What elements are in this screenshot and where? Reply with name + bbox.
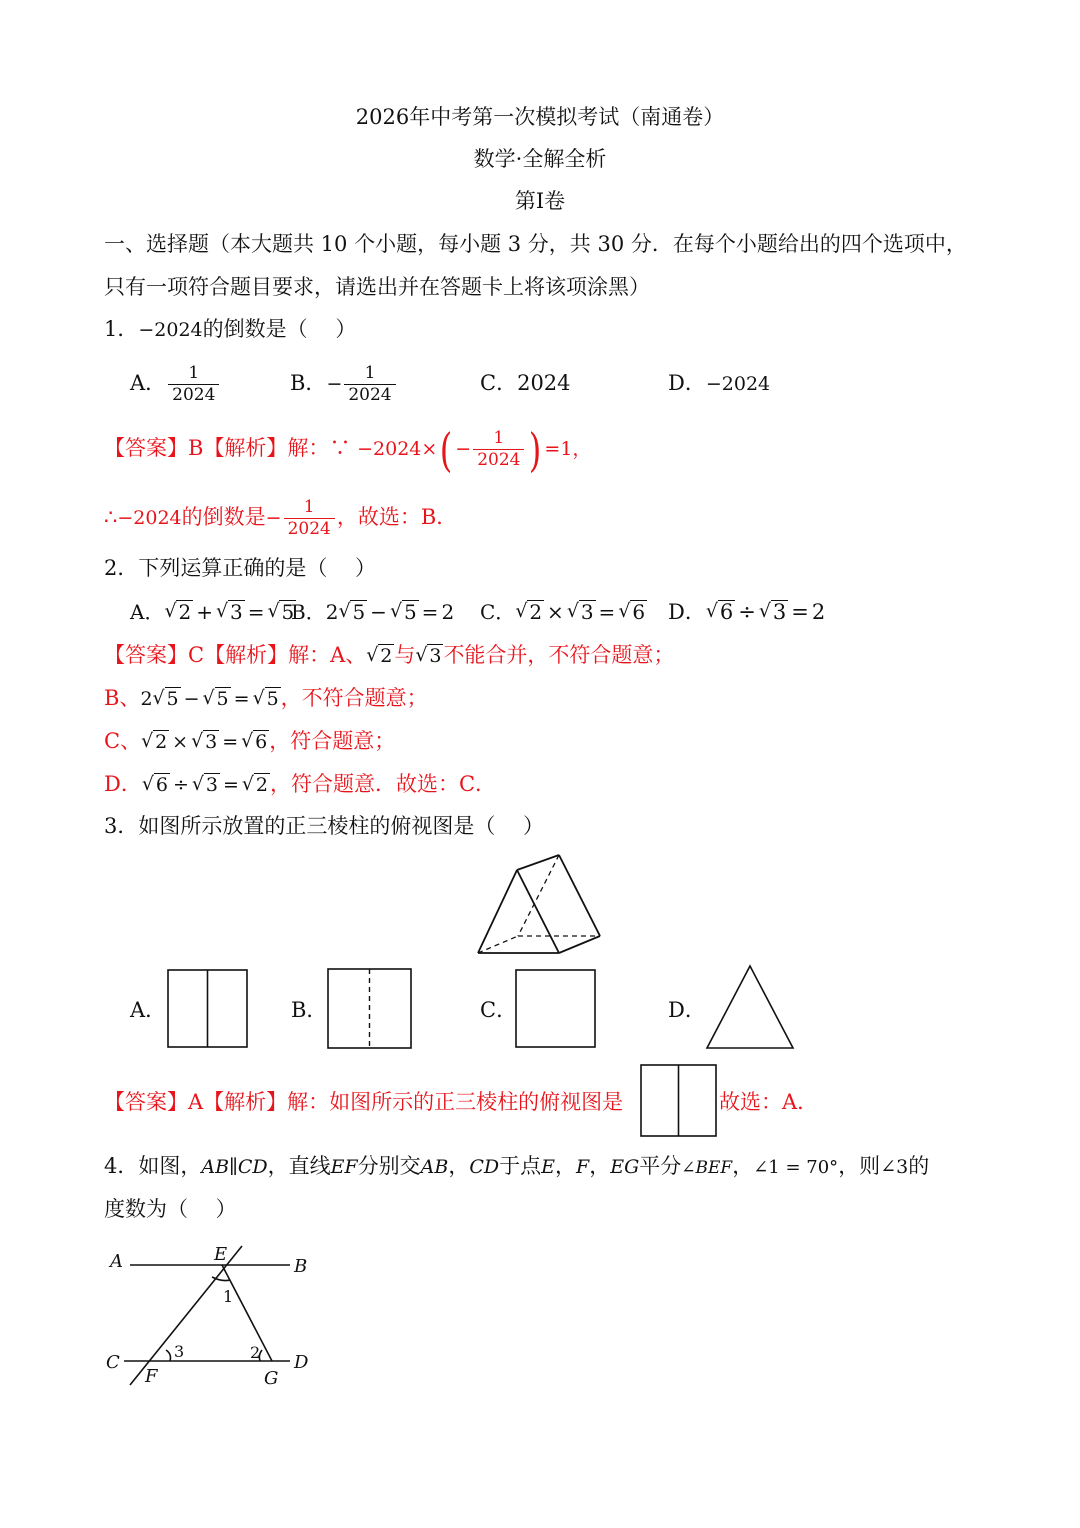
radicand: 3 xyxy=(205,731,218,753)
divide-sign: ÷ xyxy=(172,774,189,796)
answer-letter: C xyxy=(188,643,205,667)
q1-option-d xyxy=(668,368,770,399)
equals-sign: = xyxy=(247,600,265,624)
fraction xyxy=(344,364,395,405)
fraction-numerator: 1 xyxy=(303,497,315,517)
radicand: 3 xyxy=(429,645,442,667)
q3-answer-figure xyxy=(640,1064,718,1138)
answer-letter: B xyxy=(188,436,204,460)
q1-option-a xyxy=(130,364,221,405)
stem-text: 分别交 xyxy=(357,1154,421,1178)
minus-sign: − xyxy=(455,438,472,460)
stem-text: 于点 xyxy=(499,1154,542,1178)
point-f: F xyxy=(576,1156,590,1178)
label-e: E xyxy=(214,1244,228,1265)
coefficient: 2 xyxy=(325,600,339,624)
q2-stem: 2．下列运算正确的是（ ） xyxy=(104,556,377,580)
angle-bef: ∠BEF xyxy=(681,1158,733,1178)
radicand: 5 xyxy=(266,688,279,710)
sqrt xyxy=(416,641,443,671)
label-b: B xyxy=(294,1256,308,1277)
expression xyxy=(142,774,270,796)
sqrt xyxy=(254,684,281,714)
option-letter: D． xyxy=(668,371,706,395)
section-instructions-line2: 只有一项符合题目要求，请选出并在答题卡上将该项涂黑） xyxy=(104,275,650,299)
line-end: 不能合并，不符合题意； xyxy=(443,643,675,667)
q4-stem-line1 xyxy=(104,1151,929,1183)
label-a: A xyxy=(110,1251,123,1272)
fraction-numerator: 1 xyxy=(493,428,505,448)
because-symbol: ∵ xyxy=(329,436,351,460)
item-prefix: B、 xyxy=(104,686,141,710)
equals-sign: = xyxy=(791,600,809,624)
q3-option-b-figure xyxy=(327,968,413,1050)
option-value: 2024 xyxy=(517,371,571,395)
sqrt xyxy=(391,597,419,627)
and-text: 与 xyxy=(394,643,416,667)
result: 2 xyxy=(811,600,826,624)
page-title: 2026年中考第一次模拟考试（南通卷） xyxy=(355,105,725,129)
fraction xyxy=(284,498,335,539)
option-letter: C． xyxy=(480,371,518,395)
q1-number: 1． xyxy=(104,317,139,341)
stem-text: 的 xyxy=(908,1154,930,1178)
q3-pick: 故选：A． xyxy=(719,1090,819,1114)
result: 2 xyxy=(441,600,455,624)
line-eg: EG xyxy=(610,1156,640,1178)
q1-stem xyxy=(104,314,356,345)
conclusion-end: ，故选：B． xyxy=(336,505,458,529)
expr-left: −2024 xyxy=(357,438,422,460)
expression xyxy=(141,731,269,753)
radicand: 6 xyxy=(255,731,268,753)
q3-stem: 3．如图所示放置的正三棱柱的俯视图是（ ） xyxy=(104,814,545,838)
equals-one: =1， xyxy=(544,438,592,460)
line-end: ，符合题意．故选：C． xyxy=(269,772,497,796)
radicand: 5 xyxy=(216,688,229,710)
paren-close: ) xyxy=(529,422,542,477)
q2-option-b xyxy=(291,597,454,627)
point-e: E xyxy=(541,1156,556,1178)
sqrt xyxy=(707,597,735,627)
option-letter: C． xyxy=(480,600,516,624)
angle-3: ∠3 xyxy=(880,1156,909,1178)
sqrt xyxy=(568,597,596,627)
q3-option-c-figure xyxy=(515,969,597,1049)
q1-stem-value: −2024 xyxy=(138,319,203,341)
label-angle-1: 1 xyxy=(223,1287,234,1306)
solve-label: 解： xyxy=(287,1090,330,1114)
q1-conclusion-line xyxy=(104,494,457,541)
radicand: 2 xyxy=(255,774,268,796)
stem-text: 平分 xyxy=(639,1154,682,1178)
sqrt xyxy=(204,684,231,714)
fraction-numerator: 1 xyxy=(364,363,376,383)
radicand: 2 xyxy=(380,645,393,667)
option-value: −2024 xyxy=(705,373,771,395)
times-sign: × xyxy=(421,438,438,460)
q2-option-a xyxy=(130,597,296,627)
sqrt xyxy=(165,597,193,627)
minus-sign: − xyxy=(326,373,343,395)
option-letter: B． xyxy=(291,600,326,624)
fraction-denominator: 2024 xyxy=(168,384,219,405)
fraction xyxy=(168,364,219,405)
radicand: 5 xyxy=(281,600,295,624)
line-end: ，不符合题意； xyxy=(280,686,428,710)
q3-option-b-label: B． xyxy=(291,998,328,1022)
item-prefix: A、 xyxy=(330,643,367,667)
radicand: 2 xyxy=(178,600,192,624)
sqrt xyxy=(760,597,788,627)
line-ab: AB xyxy=(420,1156,449,1178)
label-d: D xyxy=(294,1352,309,1373)
square-outline xyxy=(516,970,595,1047)
option-letter: A． xyxy=(130,600,165,624)
times-sign: × xyxy=(172,731,189,753)
angle-1: ∠1 = 70° xyxy=(753,1157,839,1178)
sqrt xyxy=(154,684,181,714)
divide-sign: ÷ xyxy=(738,600,756,624)
line-end: ，符合题意； xyxy=(269,729,396,753)
sqrt xyxy=(217,597,245,627)
angle-arc-3 xyxy=(166,1350,171,1361)
prism-figure xyxy=(470,848,610,960)
answer-letter: A xyxy=(188,1090,204,1114)
option-letter: A． xyxy=(130,371,167,395)
q2-answer-line xyxy=(104,640,674,671)
label-c: C xyxy=(106,1352,120,1373)
fraction-denominator: 2024 xyxy=(284,518,335,539)
q3-answer-line xyxy=(104,1087,623,1117)
prism-edge xyxy=(559,855,600,936)
conclusion-text: 的倒数是 xyxy=(181,505,266,529)
sqrt xyxy=(142,727,169,757)
radicand: 3 xyxy=(205,774,218,796)
prism-edge xyxy=(559,936,600,953)
fraction-denominator: 2024 xyxy=(473,449,524,470)
fraction xyxy=(473,429,524,470)
expression xyxy=(140,688,280,710)
volume-label: 第Ⅰ卷 xyxy=(514,189,566,213)
triangle-outline xyxy=(707,966,793,1048)
analysis-tag: 【解析】 xyxy=(203,436,288,460)
answer-tag: 【答案】 xyxy=(104,1090,188,1114)
radicand: 5 xyxy=(403,600,417,624)
radicand: 6 xyxy=(719,600,734,624)
coefficient: 2 xyxy=(140,688,153,710)
q3-option-c-label: C． xyxy=(480,998,518,1022)
item-prefix: C、 xyxy=(104,729,142,753)
comma: ， xyxy=(589,1154,611,1178)
radicand: 6 xyxy=(632,600,646,624)
fraction-denominator: 2024 xyxy=(344,384,395,405)
option-letter: B． xyxy=(290,371,327,395)
sqrt xyxy=(143,770,170,800)
analysis-tag: 【解析】 xyxy=(204,643,289,667)
q1-answer-line xyxy=(104,422,592,477)
equals-sign: = xyxy=(421,600,439,624)
q3-option-a-figure xyxy=(167,969,249,1049)
comma: ， xyxy=(732,1154,754,1178)
answer-tag: 【答案】 xyxy=(104,643,188,667)
q2-analysis-c xyxy=(104,726,395,757)
parallel-expr: AB∥CD xyxy=(201,1156,268,1178)
sqrt xyxy=(242,727,269,757)
equals-sign: = xyxy=(598,600,616,624)
equals-sign: = xyxy=(222,731,239,753)
sqrt xyxy=(193,770,220,800)
label-g: G xyxy=(264,1368,279,1389)
sqrt xyxy=(619,597,647,627)
radicand: 2 xyxy=(155,731,168,753)
line-ef xyxy=(130,1246,242,1385)
therefore-symbol: ∴ xyxy=(104,505,118,529)
q2-option-c xyxy=(480,597,647,627)
prism-edge xyxy=(517,855,559,870)
answer-tag: 【答案】 xyxy=(104,436,188,460)
fraction-numerator: 1 xyxy=(188,363,200,383)
q1-option-c xyxy=(480,368,571,398)
radicand: 5 xyxy=(352,600,366,624)
prism-edge xyxy=(478,870,517,953)
label-f: F xyxy=(145,1366,158,1387)
q2-option-d xyxy=(668,597,825,627)
q1-option-b xyxy=(290,364,398,405)
sqrt xyxy=(367,641,394,671)
equals-sign: = xyxy=(222,774,239,796)
stem-text: ，直线 xyxy=(267,1154,331,1178)
option-letter: D． xyxy=(668,600,706,624)
q4-geometry-figure xyxy=(100,1240,320,1390)
radicand: 5 xyxy=(166,688,179,710)
solve-label: 解： xyxy=(288,643,331,667)
comma: ， xyxy=(555,1154,577,1178)
times-sign: × xyxy=(547,600,564,624)
q3-option-d-label: D． xyxy=(668,998,706,1022)
sqrt xyxy=(339,597,367,627)
q2-analysis-b xyxy=(104,683,428,714)
plus-sign: + xyxy=(196,600,213,624)
label-angle-2: 2 xyxy=(250,1343,261,1362)
section-instructions-line1: 一、选择题（本大题共 10 个小题，每小题 3 分，共 30 分．在每个小题给出的四个选项中， xyxy=(104,232,967,256)
expr-value: −2024 xyxy=(117,507,182,529)
radicand: 3 xyxy=(580,600,594,624)
q3-option-d-figure xyxy=(704,964,796,1050)
radicand: 2 xyxy=(529,600,543,624)
stem-text: 4．如图， xyxy=(104,1154,202,1178)
sqrt xyxy=(516,597,544,627)
page-subtitle: 数学·全解全析 xyxy=(473,147,607,171)
q3-option-a-label: A． xyxy=(130,998,167,1022)
analysis-tag: 【解析】 xyxy=(203,1090,288,1114)
q4-stem-line2: 度数为（ ） xyxy=(104,1197,237,1221)
item-prefix: D． xyxy=(104,772,142,796)
stem-text: ，则 xyxy=(838,1154,881,1178)
line-cd: CD xyxy=(469,1156,500,1178)
sqrt xyxy=(192,727,219,757)
minus-sign: − xyxy=(370,600,387,624)
sqrt xyxy=(243,770,270,800)
analysis-text: 如图所示的正三棱柱的俯视图是 xyxy=(329,1090,624,1114)
label-angle-3: 3 xyxy=(174,1342,185,1361)
comma: ， xyxy=(448,1154,470,1178)
equals-sign: = xyxy=(233,688,250,710)
q1-stem-text: 的倒数是（ ） xyxy=(202,317,357,341)
paren-open: ( xyxy=(440,422,453,477)
q2-analysis-d xyxy=(104,769,496,800)
solve-label: 解： xyxy=(287,436,330,460)
minus-sign: − xyxy=(183,688,200,710)
radicand: 6 xyxy=(155,774,168,796)
line-ef: EF xyxy=(330,1156,358,1178)
prism-edge xyxy=(517,870,559,953)
radicand: 3 xyxy=(772,600,787,624)
minus-sign: − xyxy=(265,507,282,529)
radicand: 3 xyxy=(229,600,243,624)
